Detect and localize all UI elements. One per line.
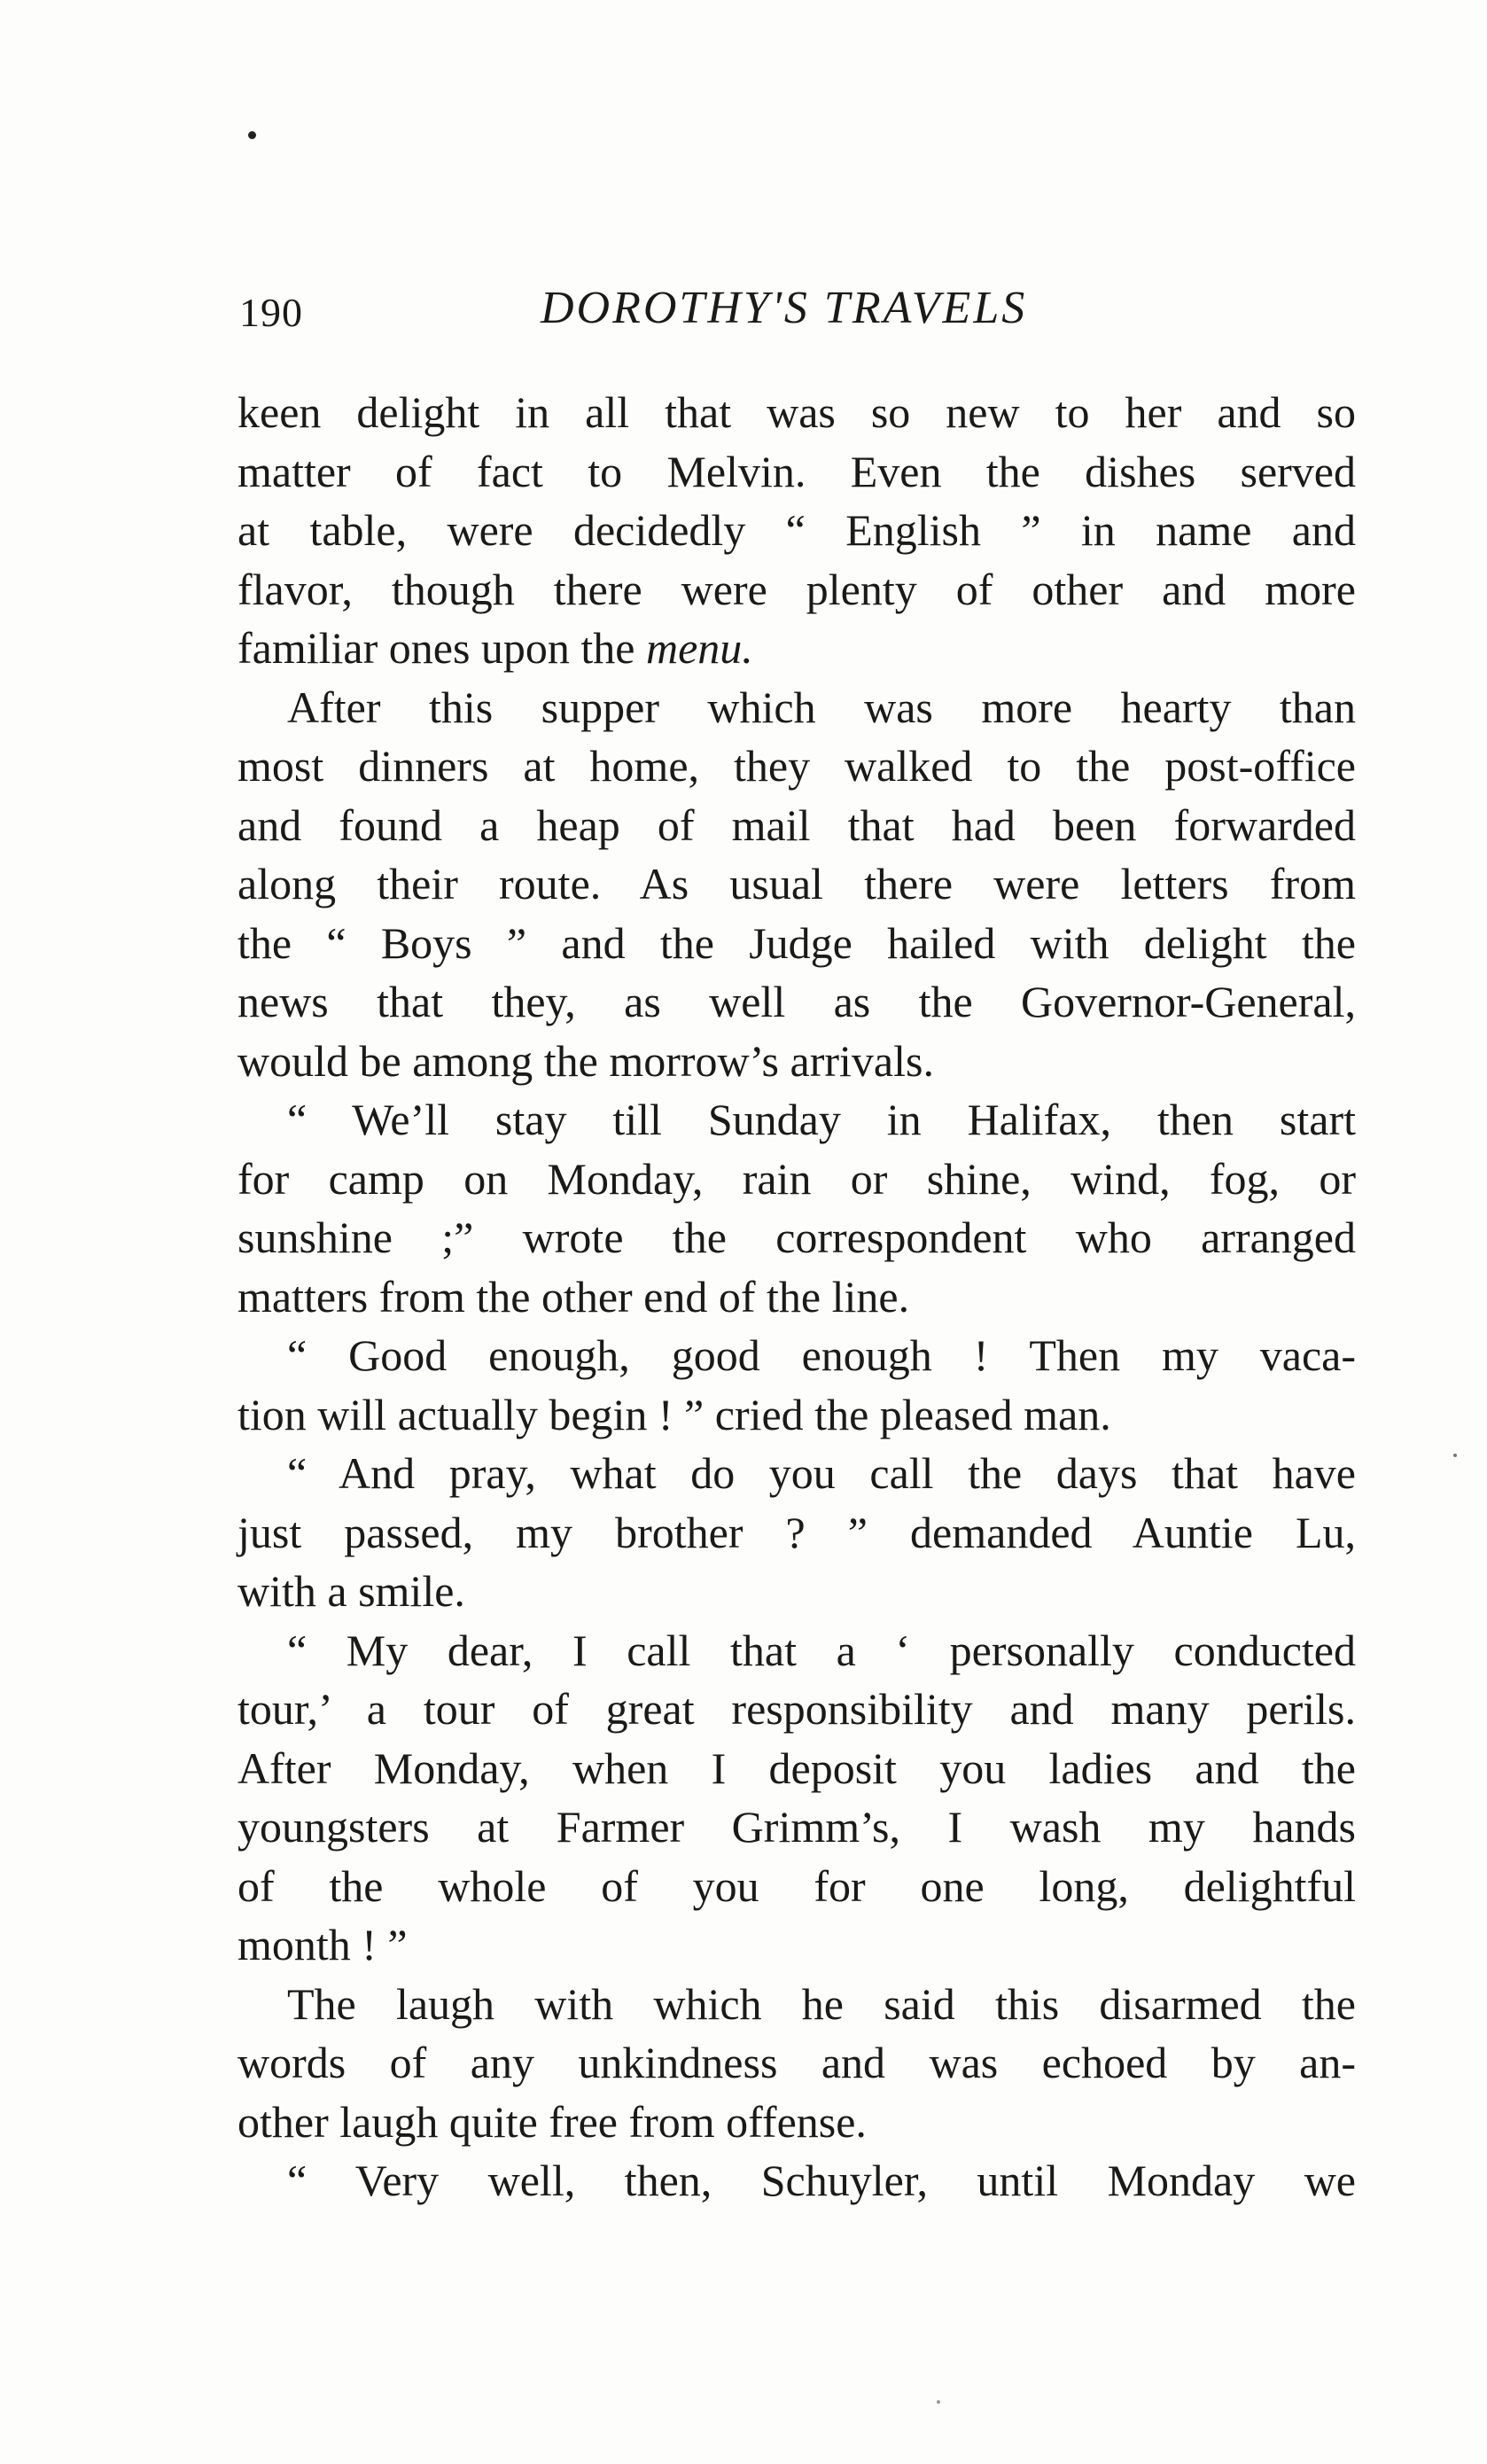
text-line: for camp on Monday, rain or shine, wind, fog, or: [237, 1153, 1356, 1204]
italic-word: menu.: [646, 623, 753, 673]
text-line: matter of fact to Melvin. Even the dishes served: [237, 446, 1356, 496]
text-line: and found a heap of mail that had been forwarded: [237, 799, 1356, 850]
text-line: tion will actually begin ! ” cried the pleased man.: [237, 1389, 1111, 1439]
page-header: [239, 282, 1356, 353]
text-line-segment: familiar ones upon the: [237, 623, 646, 673]
text-line: sunshine ;” wrote the correspondent who arranged: [237, 1213, 1356, 1262]
ink-speck: [1453, 1454, 1457, 1457]
text-line: tour,’ a tour of great responsibility and many perils.: [237, 1684, 1356, 1734]
page-number: 190: [239, 290, 303, 335]
text-line: “ Very well, then, Schuyler, until Monday we: [287, 2156, 1356, 2205]
body-text: [237, 383, 1356, 2211]
text-line: at table, were decidedly “ English ” in name and: [237, 505, 1356, 555]
text-line: “ Good enough, good enough ! Then my vaca-: [287, 1330, 1356, 1380]
text-line: news that they, as well as the Governor-General,: [237, 977, 1356, 1026]
text-line: “ And pray, what do you call the days that have: [287, 1448, 1356, 1498]
text-line: flavor, though there were plenty of other and more: [237, 564, 1356, 614]
text-line: other laugh quite free from offense.: [237, 2096, 867, 2147]
text-line: “ My dear, I call that a ‘ personally conducted: [287, 1625, 1356, 1675]
text-line: most dinners at home, they walked to the post-office: [237, 741, 1356, 791]
text-line: words of any unkindness and was echoed by an-: [237, 2038, 1356, 2087]
text-line: After Monday, when I deposit you ladies and the: [237, 1743, 1356, 1793]
text-line: After this supper which was more hearty than: [287, 682, 1356, 732]
text-line: along their route. As usual there were letters from: [237, 859, 1356, 908]
text-line: youngsters at Farmer Grimm’s, I wash my hands: [237, 1802, 1356, 1852]
ink-speck: [937, 2400, 940, 2404]
text-line: keen delight in all that was so new to her and so: [237, 387, 1356, 437]
running-title: DOROTHY'S TRAVELS: [541, 283, 1028, 333]
text-line: of the whole of you for one long, delightful: [237, 1860, 1356, 1911]
text-line: just passed, my brother ? ” demanded Auntie Lu,: [237, 1507, 1356, 1557]
text-line: with a smile.: [237, 1566, 465, 1616]
text-line: matters from the other end of the line.: [237, 1271, 910, 1322]
text-line: “ We’ll stay till Sunday in Halifax, then start: [287, 1095, 1356, 1144]
text-line: [237, 619, 1356, 678]
ink-speck: [248, 131, 256, 139]
text-line: would be among the morrow’s arrivals.: [237, 1035, 934, 1086]
text-line: month ! ”: [237, 1920, 408, 1969]
text-line: The laugh with which he said this disarmed the: [287, 1978, 1356, 2029]
text-line: the “ Boys ” and the Judge hailed with delight the: [237, 917, 1356, 968]
